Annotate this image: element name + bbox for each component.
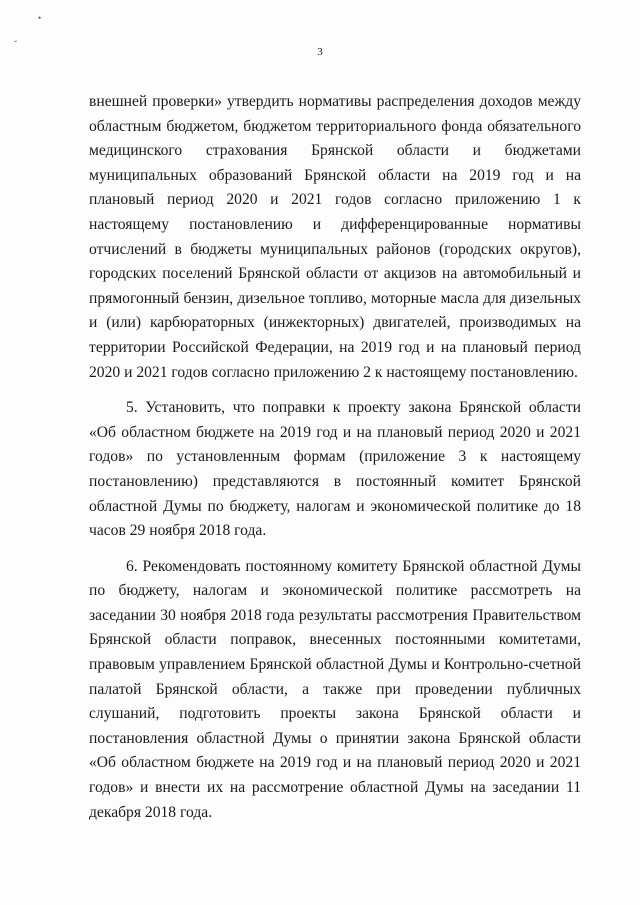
- scan-speck: ˇ: [14, 39, 17, 49]
- document-body: [89, 90, 581, 825]
- scan-speck: •: [38, 13, 42, 23]
- paragraph-continuation: внешней проверки» утвердить нормативы распределения доходов между областным бюджетом, бюджетом территориального фонда обязательного медицинского страхования Брянской области и бюджетами муниципальных образований Брянской области на 2019 год и на плановый период 2020 и 2021 годов согласно приложению 1 к настоящему постановлению и дифференцированные нормативы отчислений в бюджеты муниципальных районов (городских округов), городских поселений Брянской области от акцизов на автомобильный и прямогонный бензин, дизельное топливо, моторные масла для дизельных и (или) карбюраторных (инжекторных) двигателей, производимых на территории Российской Федерации, на 2019 год и на плановый период 2020 и 2021 годов согласно приложению 2 к настоящему постановлению.: [89, 93, 581, 381]
- paragraph-item-6: 6. Рекомендовать постоянному комитету Брянской областной Думы по бюджету, налогам и экономической политике рассмотреть на заседании 30 ноября 2018 года результаты рассмотрения Правительством Брянской области поправок, внесенных постоянными комитетами, правовым управлением Брянской областной Думы и Контрольно-счетной палатой Брянской области, а также при проведении публичных слушаний, подготовить проекты закона Брянской области и постановления областной Думы о принятии закона Брянской области «Об областном бюджете на 2019 год и на плановый период 2020 и 2021 годов» и внести их на рассмотрение областной Думы на заседании 11 декабря 2018 года.: [89, 557, 581, 821]
- page-number: 3: [317, 46, 323, 58]
- paragraph-item-5: 5. Установить, что поправки к проекту закона Брянской области «Об областном бюджете на 2019 год и на плановый период 2020 и 2021 годов» по установленным формам (приложение 3 к настоящему постановлению) представляются в постоянный комитет Брянской областной Думы по бюджету, налогам и экономической политике до 18 часов 29 ноября 2018 года.: [89, 399, 581, 540]
